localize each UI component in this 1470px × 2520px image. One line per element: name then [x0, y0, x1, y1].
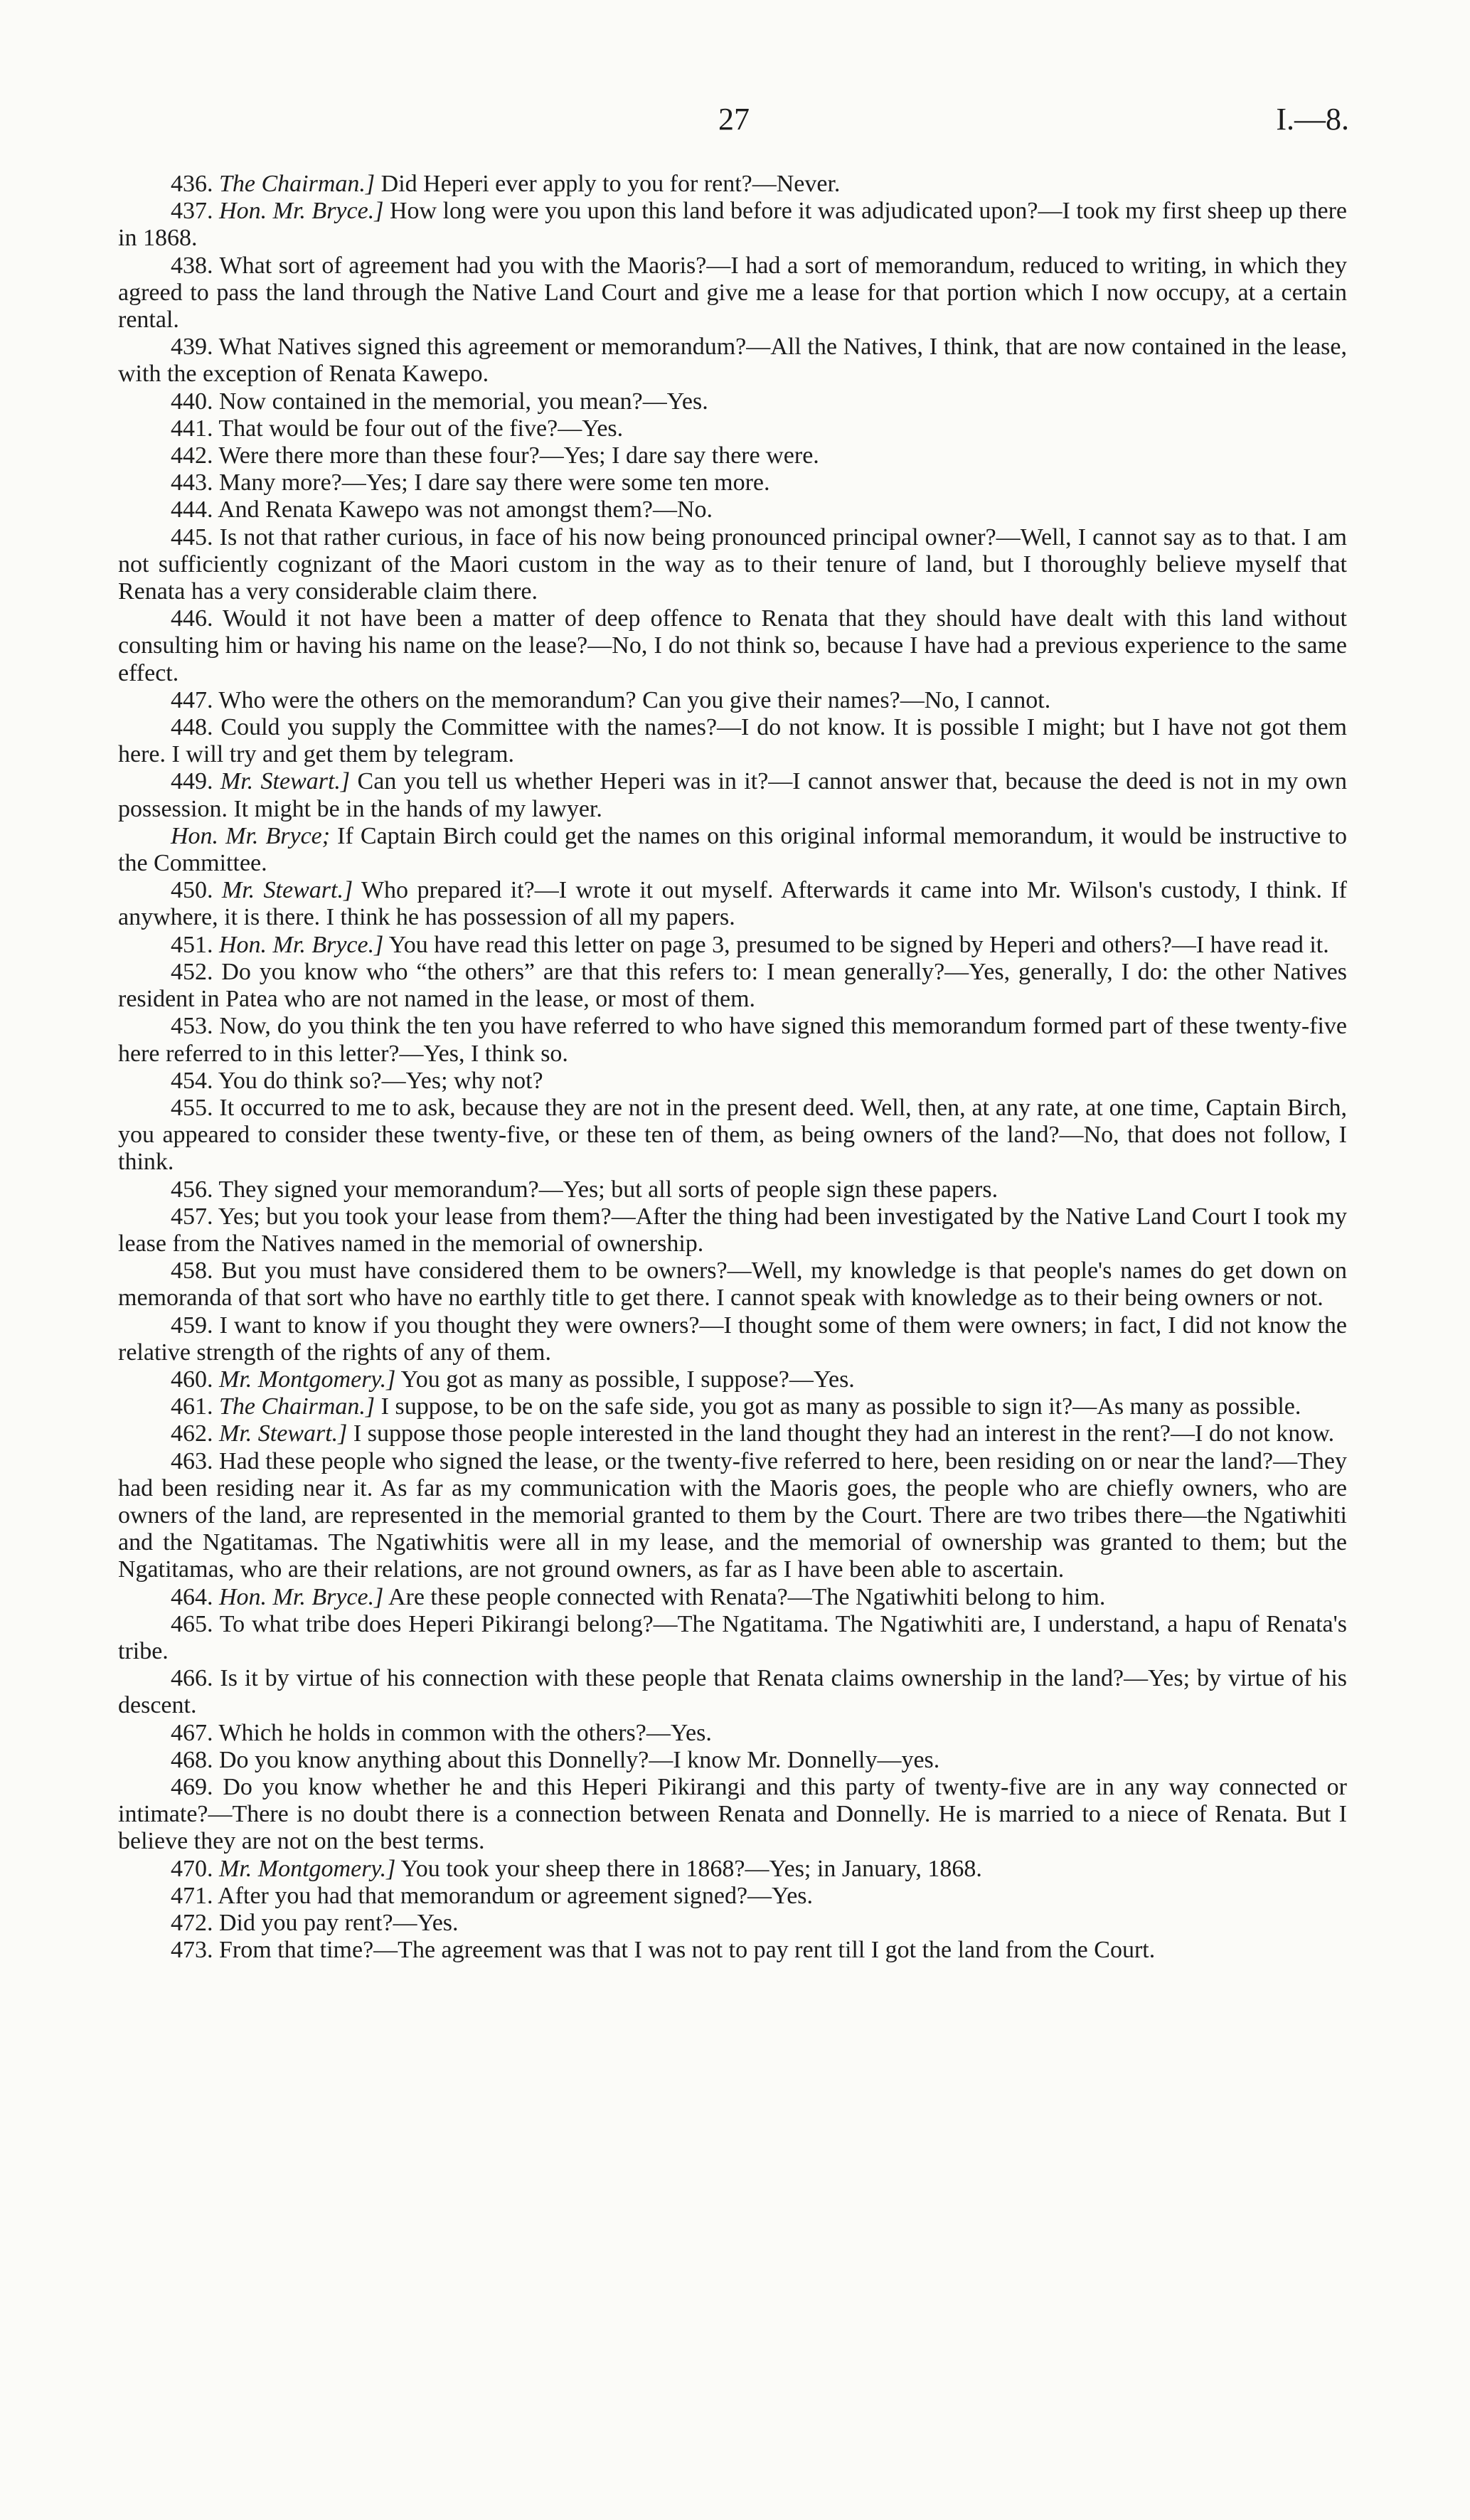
question-text: What Natives signed this agreement or memorandum?—All the Natives, I think, that are now contained in the lease, with the exception of Renata Kawepo.: [118, 334, 1347, 388]
page-header: [0, 101, 1470, 144]
question-text: Can you tell us whether Heperi was in it?—I cannot answer that, because the deed is not in my own possession. It might be in the hands of my lawyer.: [118, 768, 1347, 822]
evidence-text: [118, 171, 1347, 1964]
question-text: What sort of agreement had you with the Maoris?—I had a sort of memorandum, reduced to writing, in which they agreed to pass the land through the Native Land Court and give me a lease for that portion which I now occupy, at a certain rental.: [118, 252, 1348, 334]
question-number: 452.: [171, 958, 213, 985]
question-paragraph: [118, 198, 1347, 252]
question-text: Are these people connected with Renata?—The Ngatiwhiti belong to him.: [388, 1583, 1106, 1610]
question-number: 449.: [171, 768, 213, 795]
question-number: 457.: [171, 1203, 213, 1230]
question-paragraph: [118, 1448, 1347, 1584]
question-number: 453.: [171, 1013, 213, 1040]
question-paragraph: [118, 1584, 1347, 1611]
question-text: Is not that rather curious, in face of his now being pronounced principal owner?—Well, I cannot say as to that. I am not sufficiently cognizant of the Maori custom in the way as to their tenure of land, but I thoroughly believe myself that Renata has a very considerable claim there.: [118, 523, 1348, 605]
question-number: 462.: [171, 1420, 213, 1447]
question-text: Were there more than these four?—Yes; I dare say there were.: [218, 442, 819, 469]
question-text: Yes; but you took your lease from them?—After the thing had been investigated by the Native Land Court I took my lease from the Natives named in the memorial of ownership.: [118, 1203, 1347, 1257]
question-number: 469.: [171, 1773, 213, 1800]
question-text: That would be four out of the five?—Yes.: [218, 415, 624, 442]
question-text: I suppose, to be on the safe side, you got as many as possible to sign it?—As many as possible.: [380, 1393, 1301, 1420]
question-text: How long were you upon this land before it was adjudicated upon?—I took my first sheep up there in 1868.: [118, 198, 1347, 252]
question-number: 448.: [171, 714, 213, 741]
question-number: 443.: [171, 469, 213, 496]
question-number: 465.: [171, 1610, 213, 1637]
question-number: 442.: [171, 442, 213, 469]
question-paragraph: [118, 877, 1347, 931]
question-text: Would it not have been a matter of deep offence to Renata that they should have dealt with this land without consulting him or having his name on the lease?—No, I do not think so, because I have had a previous experience to the same effect.: [118, 605, 1347, 686]
question-text: Is it by virtue of his connection with these people that Renata claims ownership in the land?—Yes; by virtue of his descent.: [118, 1665, 1347, 1719]
question-paragraph: [118, 959, 1347, 1013]
speaker-name: Mr. Montgomery.]: [219, 1855, 396, 1882]
question-number: 454.: [171, 1067, 213, 1094]
question-text: I want to know if you thought they were owners?—I thought some of them were owners; in fact, I did not know the relative strength of the rights of any of them.: [118, 1312, 1348, 1366]
question-paragraph: [118, 1720, 1347, 1747]
question-text: Now contained in the memorial, you mean?—Yes.: [219, 388, 708, 415]
question-number: 446.: [171, 605, 213, 632]
question-text: To what tribe does Heperi Pikirangi belong?—The Ngatitama. The Ngatiwhiti are, I understand, a hapu of Renata's tribe.: [118, 1610, 1347, 1664]
question-paragraph: [118, 1366, 1347, 1393]
question-paragraph: [118, 1910, 1347, 1937]
question-text: Did Heperi ever apply to you for rent?—Never.: [380, 171, 841, 197]
question-paragraph: [118, 252, 1347, 334]
question-paragraph: [118, 469, 1347, 496]
question-paragraph: [118, 1883, 1347, 1910]
question-number: 471.: [171, 1882, 213, 1909]
question-number: 444.: [171, 496, 213, 523]
question-paragraph: [118, 605, 1347, 687]
question-number: 470.: [171, 1855, 213, 1882]
question-number: 463.: [171, 1447, 213, 1474]
question-paragraph: [118, 823, 1347, 877]
speaker-name: The Chairman.]: [219, 171, 376, 197]
question-paragraph: [118, 388, 1347, 415]
question-number: 466.: [171, 1665, 213, 1692]
question-text: But you must have considered them to be owners?—Well, my knowledge is that people's names do get down on memoranda of that sort who have no earthly title to get there. I cannot speak with knowledge as to their being owners or not.: [118, 1258, 1347, 1312]
question-number: 464.: [171, 1583, 213, 1610]
question-text: Who were the others on the memorandum? Can you give their names?—No, I cannot.: [218, 686, 1051, 713]
speaker-name: Hon. Mr. Bryce.]: [219, 931, 384, 958]
question-paragraph: [118, 1774, 1347, 1856]
question-paragraph: [118, 1095, 1347, 1176]
question-number: 458.: [171, 1258, 213, 1285]
question-number: 459.: [171, 1312, 213, 1339]
question-paragraph: [118, 1068, 1347, 1095]
question-paragraph: [118, 1312, 1347, 1366]
speaker-name: Mr. Stewart.]: [220, 768, 351, 795]
question-number: 450.: [171, 877, 213, 904]
speaker-name: Mr. Stewart.]: [221, 877, 353, 904]
question-text: Do you know whether he and this Heperi Pikirangi and this party of twenty-five are in any way connected or intimate?—There is no doubt there is a connection between Renata and Donnelly. He is married to a niece of Renata. But I believe they are not on the best terms.: [118, 1773, 1348, 1855]
question-paragraph: [118, 1747, 1347, 1774]
question-number: 456.: [171, 1176, 213, 1203]
question-number: 441.: [171, 415, 213, 442]
question-number: 447.: [171, 686, 213, 713]
document-reference: I.—8.: [1276, 102, 1349, 137]
question-paragraph: [118, 442, 1347, 469]
question-text: Now, do you think the ten you have referred to who have signed this memorandum formed part of these twenty-five here referred to in this letter?—Yes, I think so.: [118, 1013, 1348, 1067]
speaker-name: Mr. Stewart.]: [219, 1420, 348, 1447]
question-number: 467.: [171, 1719, 213, 1746]
question-text: Did you pay rent?—Yes.: [219, 1910, 459, 1936]
question-paragraph: [118, 932, 1347, 959]
question-paragraph: [118, 1203, 1347, 1258]
question-paragraph: [118, 1937, 1347, 1964]
question-text: After you had that memorandum or agreement signed?—Yes.: [218, 1882, 814, 1909]
question-number: 438.: [171, 252, 213, 279]
question-text: You took your sheep there in 1868?—Yes; in January, 1868.: [400, 1855, 982, 1882]
question-text: They signed your memorandum?—Yes; but all sorts of people sign these papers.: [218, 1176, 998, 1203]
question-text: You have read this letter on page 3, presumed to be signed by Heperi and others?—I have read it.: [388, 931, 1329, 958]
question-number: 440.: [171, 388, 213, 415]
question-number: 473.: [171, 1937, 213, 1964]
question-text: Many more?—Yes; I dare say there were some ten more.: [219, 469, 770, 496]
question-number: 460.: [171, 1366, 213, 1393]
question-text: If Captain Birch could get the names on this original informal memorandum, it would be instructive to the Committee.: [118, 822, 1348, 877]
question-paragraph: [118, 1176, 1347, 1203]
question-number: 439.: [171, 334, 213, 361]
question-number: 437.: [171, 198, 213, 225]
question-text: Which he holds in common with the others?—Yes.: [218, 1719, 712, 1746]
question-text: You got as many as possible, I suppose?—Yes.: [400, 1366, 855, 1393]
question-number: 451.: [171, 931, 213, 958]
question-text: Do you know who “the others” are that this refers to: I mean generally?—Yes, generally, I do: the other Natives resident in Patea who are not named in the lease, or most of them.: [118, 958, 1347, 1013]
question-paragraph: [118, 1393, 1347, 1420]
question-paragraph: [118, 1258, 1347, 1312]
question-number: 461.: [171, 1393, 213, 1420]
question-number: 455.: [171, 1094, 213, 1121]
speaker-name: The Chairman.]: [219, 1393, 376, 1420]
speaker-name: Hon. Mr. Bryce;: [171, 822, 331, 849]
question-paragraph: [118, 768, 1347, 822]
question-paragraph: [118, 687, 1347, 714]
speaker-name: Hon. Mr. Bryce.]: [219, 198, 384, 225]
question-text: Who prepared it?—I wrote it out myself. Afterwards it came into Mr. Wilson's custody, I think. If anywhere, it is there. I think he has possession of all my papers.: [118, 877, 1347, 931]
question-text: Had these people who signed the lease, or the twenty-five referred to here, been residing on or near the land?—They had been residing near it. As far as my communication with the Maoris goes, the people who are chiefly owners, who are owners of the land, are represented in the memorial granted to them by the Court. There are two tribes there—the Ngatiwhiti and the Ngatitamas. The Ngatiwhitis were all in my lease, and the memorial of ownership was granted to them; but the Ngatitamas, who are their relations, are not ground owners, as far as I have been able to ascertain.: [118, 1447, 1347, 1583]
question-paragraph: [118, 415, 1347, 442]
speaker-name: Mr. Montgomery.]: [219, 1366, 396, 1393]
question-paragraph: [118, 1665, 1347, 1719]
question-text: Do you know anything about this Donnelly?—I know Mr. Donnelly—yes.: [219, 1746, 940, 1773]
question-paragraph: [118, 1420, 1347, 1447]
question-number: 445.: [171, 523, 213, 551]
question-number: 472.: [171, 1910, 213, 1936]
question-paragraph: [118, 334, 1347, 388]
question-paragraph: [118, 1013, 1347, 1067]
question-paragraph: [118, 171, 1347, 198]
question-text: You do think so?—Yes; why not?: [218, 1067, 543, 1094]
question-number: 436.: [171, 171, 213, 197]
question-paragraph: [118, 1611, 1347, 1665]
question-text: From that time?—The agreement was that I was not to pay rent till I got the land from the Court.: [219, 1937, 1156, 1964]
speaker-name: Hon. Mr. Bryce.]: [219, 1583, 384, 1610]
question-text: It occurred to me to ask, because they are not in the present deed. Well, then, at any rate, at one time, Captain Birch, you appeared to consider these twenty-five, or these ten of them, as being owners of the land?—No, that does not follow, I think.: [118, 1094, 1347, 1176]
question-paragraph: [118, 496, 1347, 523]
page-number: 27: [718, 102, 750, 137]
question-paragraph: [118, 714, 1347, 768]
question-paragraph: [118, 524, 1347, 606]
question-paragraph: [118, 1856, 1347, 1883]
question-text: I suppose those people interested in the land thought they had an interest in the rent?—I do not know.: [353, 1420, 1335, 1447]
question-text: Could you supply the Committee with the names?—I do not know. It is possible I might; but I have not got them here. I will try and get them by telegram.: [118, 714, 1348, 768]
question-number: 468.: [171, 1746, 213, 1773]
question-text: And Renata Kawepo was not amongst them?—No.: [218, 496, 713, 523]
